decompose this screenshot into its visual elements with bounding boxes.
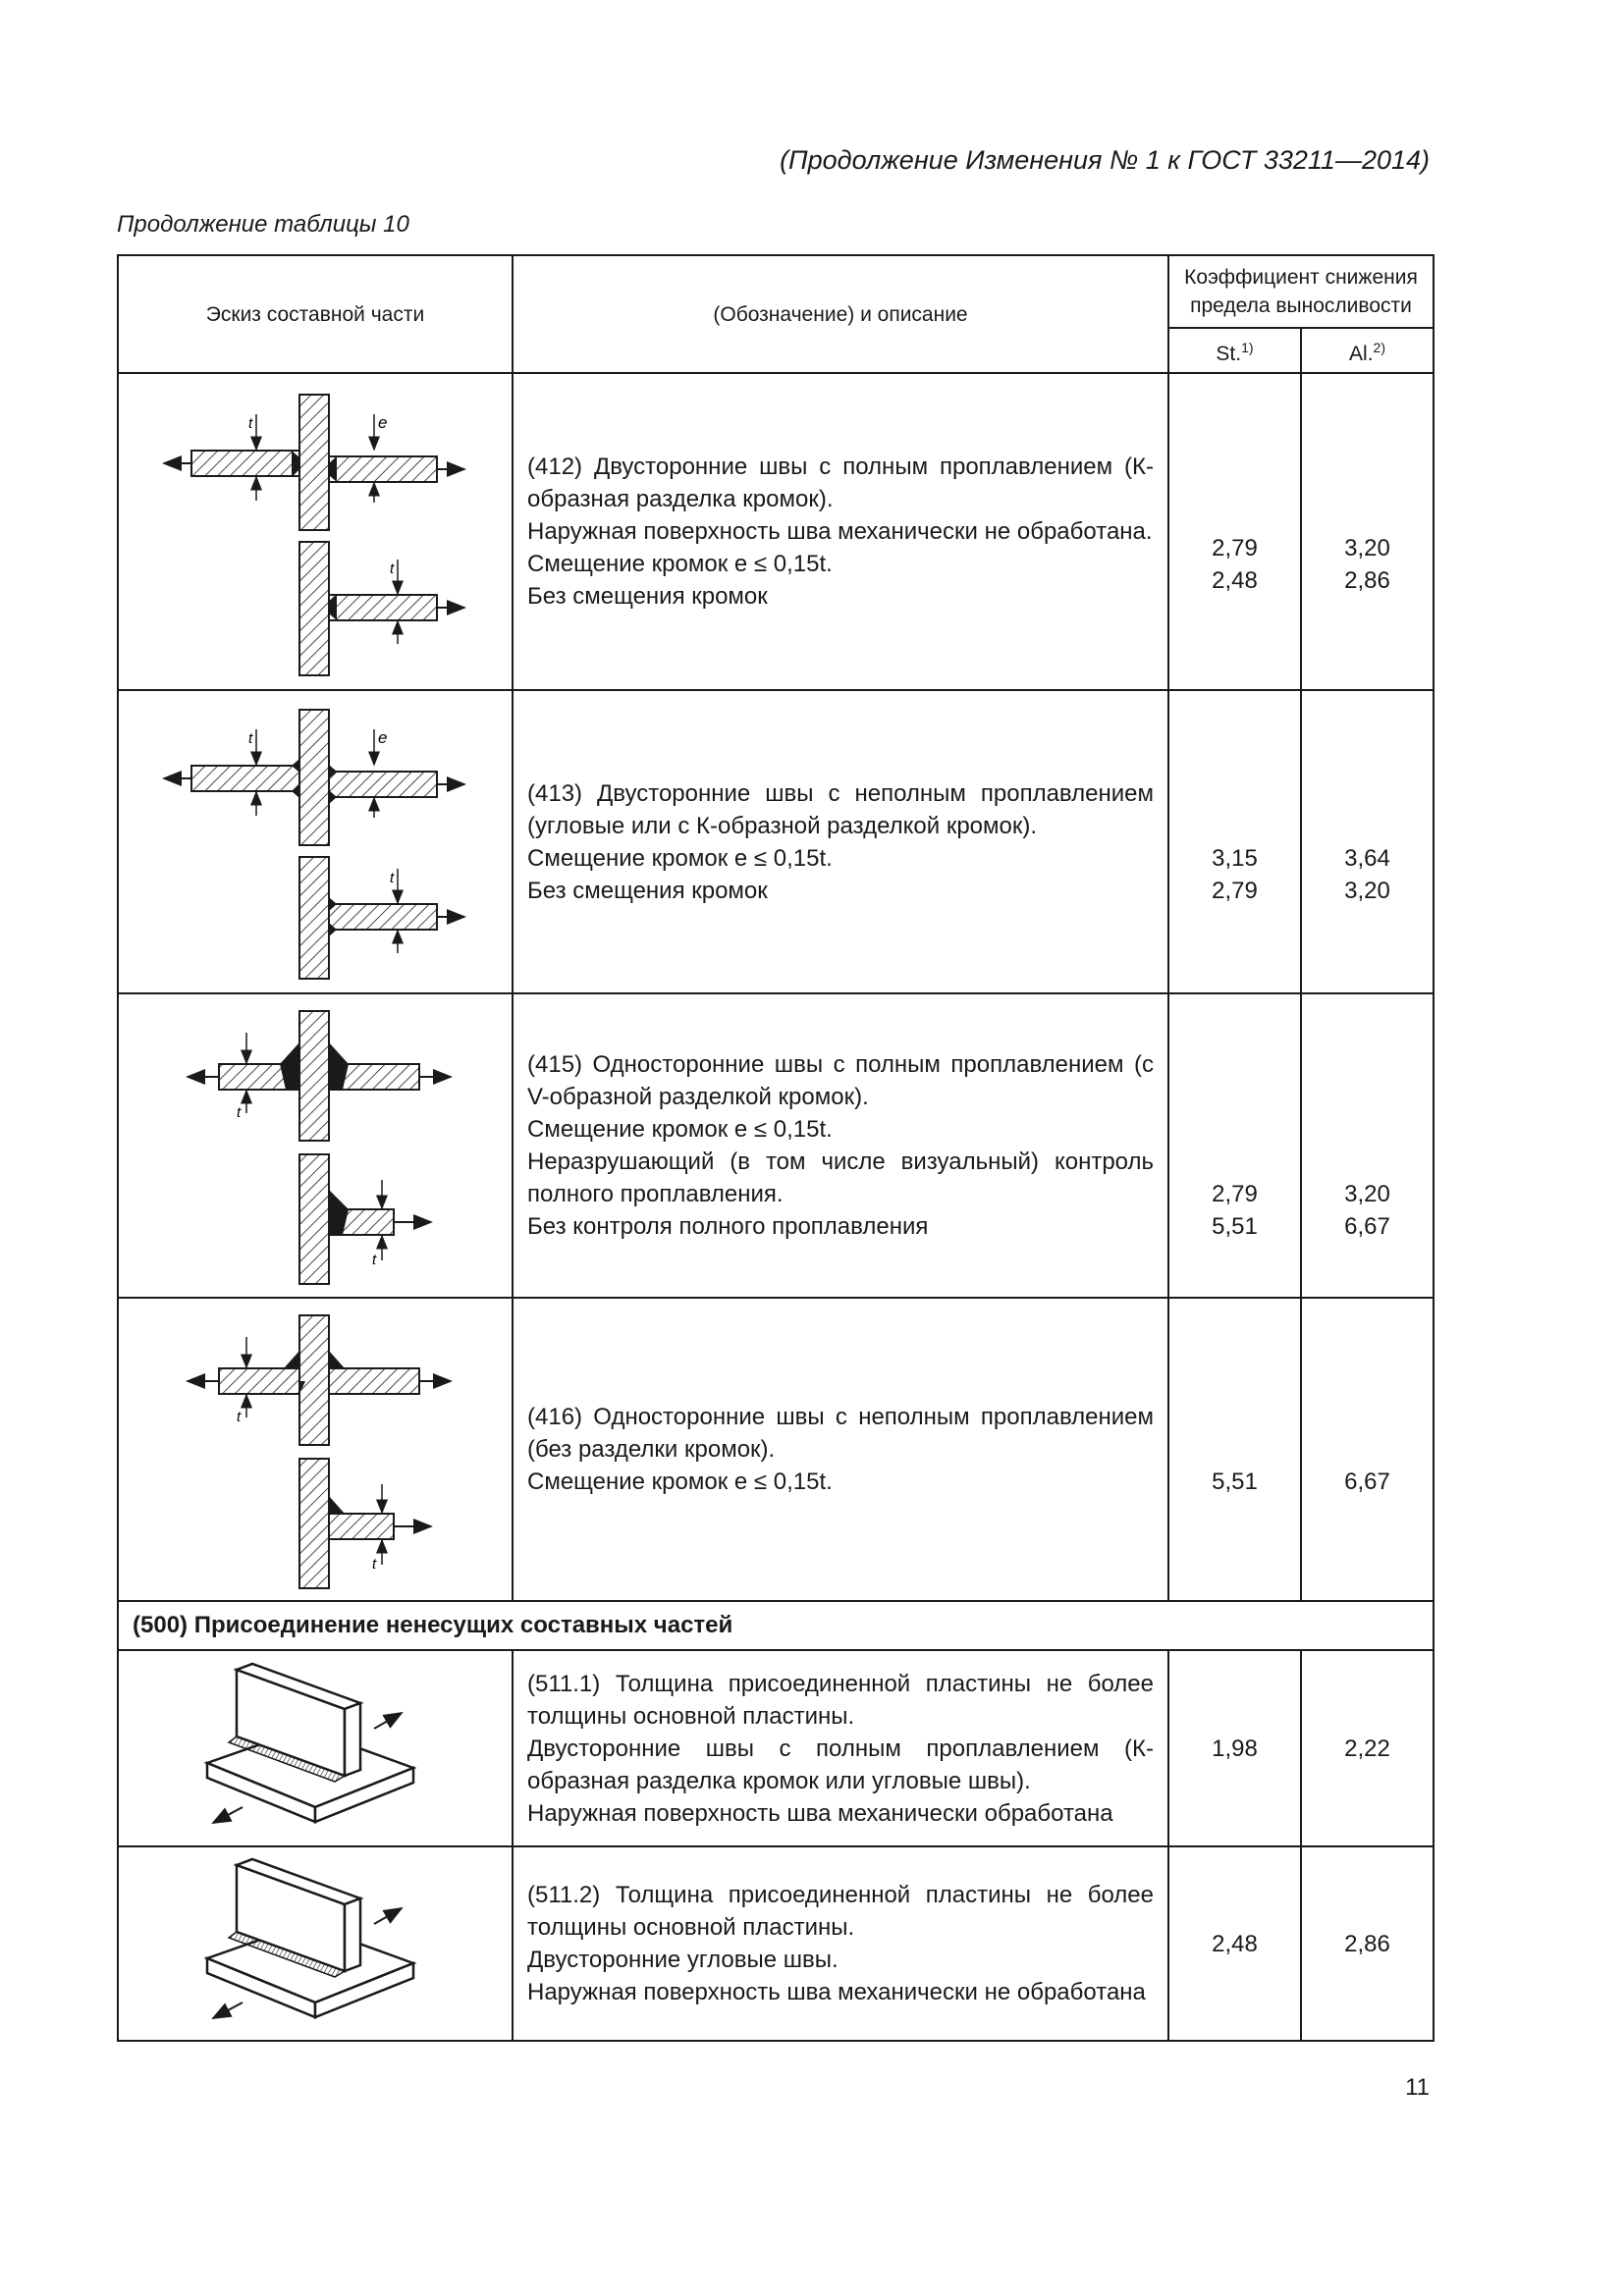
label-e: e — [378, 412, 388, 432]
label-t: t — [372, 1555, 377, 1573]
sketch-416 — [118, 1298, 513, 1601]
description-416: (416) Односторонние швы с неполным проплавлением (без разделки кромок). Смещение кромок e ≤ 0,15t. — [513, 1298, 1168, 1601]
col-header-al: Al.$^{2)}$ — [1301, 328, 1434, 373]
table-row — [118, 373, 1434, 690]
st-511-2: 2,48 — [1168, 1846, 1301, 2041]
label-t: t — [237, 1408, 242, 1425]
description-413: (413) Двусторонние швы с неполным проплавлением (угловые или с К-образной разделкой кромок). Смещение кромок e ≤ 0,15t. Без смещения кромок — [513, 690, 1168, 993]
sketch-511-2 — [118, 1846, 513, 2041]
col-header-st: St.$^{1)}$ — [1168, 328, 1301, 373]
weld-sketch-attachment-fillet — [188, 1855, 443, 2032]
description-511-2: (511.2) Толщина присоединенной пластины не более толщины основной пластины. Двусторонние угловые швы. Наружная поверхность шва механически не обработана — [513, 1846, 1168, 2041]
table-caption: Продолжение таблицы 10 — [117, 211, 409, 238]
st-416: 5,51 — [1168, 1298, 1301, 1601]
sketch-412 — [118, 373, 513, 690]
label-t: t — [248, 414, 253, 432]
al-412: 3,20 2,86 — [1301, 373, 1434, 690]
label-t: t — [372, 1252, 377, 1268]
description-415: (415) Односторонние швы с полным проплавлением (с V-образной разделкой кромок). Смещение кромок e ≤ 0,15t. Неразрушающий (в том числе визуальный) контроль полного проплавления. Без контроля полного проплавления — [513, 993, 1168, 1298]
sketch-413 — [118, 690, 513, 993]
weld-sketch-cruciform-v — [158, 1003, 472, 1288]
description-412: (412) Двусторонние швы с полным проплавлением (К-образная разделка кромок). Наружная поверхность шва механически не обработана. Смещение кромок e ≤ 0,15t. Без смещения кромок — [513, 373, 1168, 690]
table-row — [118, 993, 1434, 1298]
al-511-1: 2,22 — [1301, 1650, 1434, 1846]
col-header-sketch: Эскиз составной части — [118, 255, 513, 373]
al-413: 3,64 3,20 — [1301, 690, 1434, 993]
table-row — [118, 1298, 1434, 1601]
al-416: 6,67 — [1301, 1298, 1434, 1601]
label-e: e — [378, 727, 388, 747]
al-511-2: 2,86 — [1301, 1846, 1434, 2041]
fatigue-table — [117, 254, 1435, 2042]
table-row — [118, 1846, 1434, 2041]
weld-sketch-attachment-plate — [188, 1660, 443, 1837]
page-number: 11 — [1405, 2074, 1430, 2101]
section-row — [118, 1601, 1434, 1650]
st-413: 3,15 2,79 — [1168, 690, 1301, 993]
table-row — [118, 1650, 1434, 1846]
weld-sketch-cruciform-partial — [158, 1308, 472, 1592]
label-t: t — [237, 1104, 242, 1121]
col-header-coef: Коэффициент снижения предела выносливости — [1168, 255, 1434, 328]
st-415: 2,79 5,51 — [1168, 993, 1301, 1298]
sketch-511-1 — [118, 1650, 513, 1846]
al-415: 3,20 6,67 — [1301, 993, 1434, 1298]
description-511-1: (511.1) Толщина присоединенной пластины не более толщины основной пластины. Двусторонние швы с полным проплавлением (К-образная разделка кромок или угловые швы). Наружная поверхность шва механически обработана — [513, 1650, 1168, 1846]
weld-sketch-cruciform-k — [158, 385, 472, 679]
label-t: t — [248, 729, 253, 747]
col-header-description: (Обозначение) и описание — [513, 255, 1168, 373]
sketch-415 — [118, 993, 513, 1298]
st-412: 2,79 2,48 — [1168, 373, 1301, 690]
table-row — [118, 690, 1434, 993]
weld-sketch-cruciform-fillet — [158, 700, 472, 985]
label-t: t — [390, 560, 395, 577]
st-511-1: 1,98 — [1168, 1650, 1301, 1846]
running-header: (Продолжение Изменения № 1 к ГОСТ 33211—2014) — [780, 145, 1430, 175]
section-title: (500) Присоединение ненесущих составных частей — [118, 1601, 1434, 1650]
label-t: t — [390, 869, 395, 886]
